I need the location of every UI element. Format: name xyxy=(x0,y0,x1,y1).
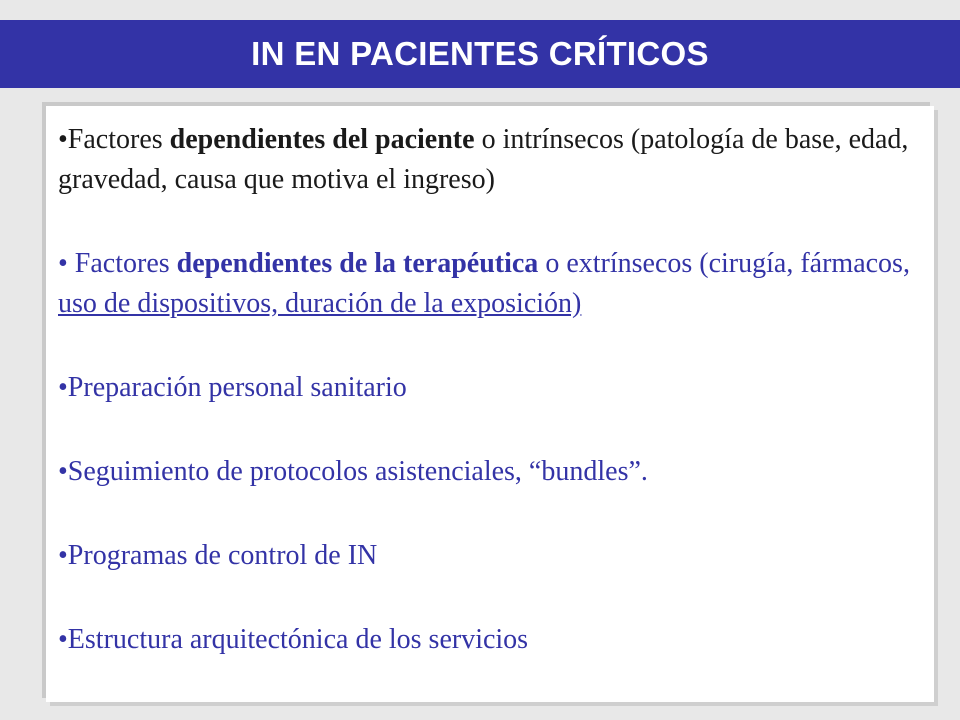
content-box xyxy=(46,106,934,702)
bullet-2-prefix: • Factores xyxy=(58,248,177,279)
bullet-patient-factors xyxy=(58,120,928,200)
bullet-2-bold: dependientes de la terapéutica xyxy=(176,248,539,279)
bullet-list xyxy=(58,120,928,660)
bullet-2-mid: o extrínsecos (cirugía, fármacos, xyxy=(538,248,910,279)
bullet-1-bold: dependientes del paciente xyxy=(169,124,475,155)
slide-title: IN EN PACIENTES CRÍTICOS xyxy=(251,35,709,72)
bullet-architecture: •Estructura arquitectónica de los servicios xyxy=(58,624,529,655)
bullet-2-underlined: uso de dispositivos, duración de la exposición) xyxy=(58,288,582,319)
bullet-therapeutic-factors xyxy=(58,244,928,324)
bullet-protocols: •Seguimiento de protocolos asistenciales, “bundles”. xyxy=(58,456,648,487)
bullet-control-programs: •Programas de control de IN xyxy=(58,540,378,571)
bullet-1-prefix: •Factores xyxy=(58,124,170,155)
title-bar xyxy=(0,20,960,88)
bullet-1-rest: o intrínsecos (patología de base, edad, gravedad, causa que motiva el ingreso) xyxy=(58,124,909,195)
bullet-staff-preparation: •Preparación personal sanitario xyxy=(58,372,407,403)
